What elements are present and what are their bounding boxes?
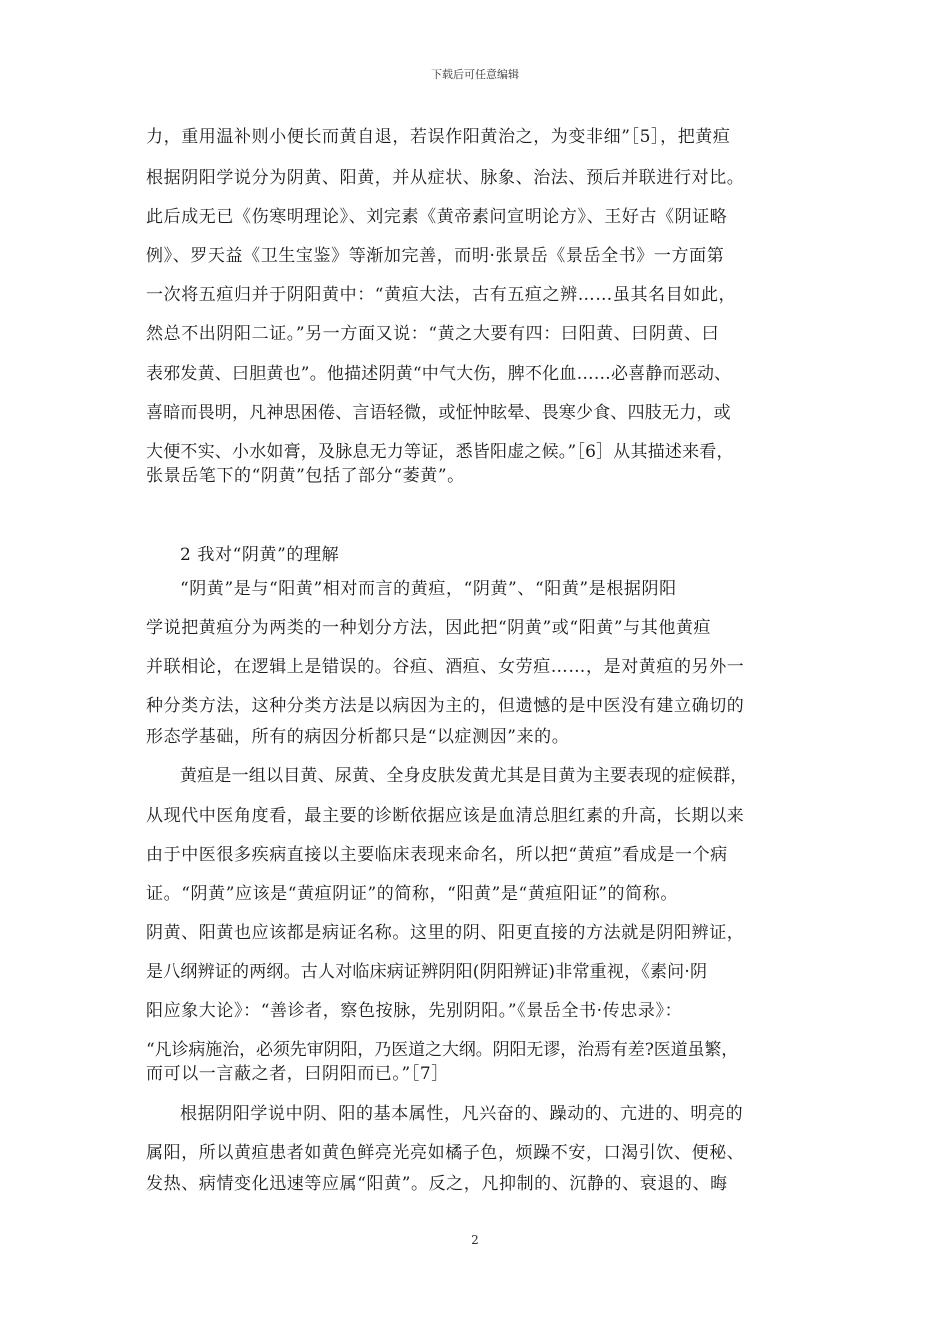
body-line: 黄疸是一组以目黄、尿黄、全身皮肤发黄尤其是目黄为主要表现的症候群， (180, 766, 748, 786)
body-line: “阴黄”是与“阳黄”相对而言的黄疸，“阴黄”、“阳黄”是根据阴阳 (180, 579, 677, 599)
body-line: 学说把黄疸分为两类的一种划分方法，因此把“阴黄”或“阳黄”与其他黄疸 (146, 618, 712, 638)
body-line: 而可以一言蔽之者，曰阴阳而已。”［7］ (146, 1064, 449, 1084)
body-line: 种分类方法，这种分类方法是以病因为主的，但遗憾的是中医没有建立确切的 (146, 696, 745, 716)
body-line: 形态学基础，所有的病因分析都只是“以症测因”来的。 (146, 727, 570, 747)
body-line: 并联相论，在逻辑上是错误的。谷疸、酒疸、女劳疸……，是对黄疸的另外一 (146, 657, 745, 677)
body-line: 属阳，所以黄疸患者如黄色鲜亮光亮如橘子色，烦躁不安，口渴引饮、便秘、 (146, 1143, 745, 1163)
section-heading: 2 我对“阴黄”的理解 (180, 545, 340, 565)
body-line: 阳应象大论》：“善诊者，察色按脉，先别阴阳。”《景岳全书·传忠录》： (146, 1001, 683, 1021)
body-line: 力，重用温补则小便长而黄自退，若误作阳黄治之，为变非细”［5］，把黄疸 (146, 127, 731, 147)
page-number: 2 (471, 1233, 479, 1247)
body-line: 此后成无已《伤寒明理论》、刘完素《黄帝素问宣明论方》、王好古《阴证略 (146, 207, 728, 227)
body-line: 根据阴阳学说中阴、阳的基本属性，凡兴奋的、躁动的、亢进的、明亮的 (180, 1104, 744, 1124)
page-header: 下载后可任意编辑 (431, 68, 519, 81)
body-line: 喜暗而畏明，凡神思困倦、言语轻微，或怔忡眩晕、畏寒少食、四肢无力，或 (146, 403, 731, 423)
body-line: 大便不实、小水如膏，及脉息无力等证，悉皆阳虚之候。”［6］从其描述来看， (146, 442, 734, 462)
body-line: 阴黄、阳黄也应该都是病证名称。这里的阴、阳更直接的方法就是阴阳辨证， (146, 923, 745, 943)
body-line: 是八纲辨证的两纲。古人对临床病证辨阴阳(阴阳辨证)非常重视，《素问·阴 (146, 962, 708, 982)
body-line: 然总不出阴阳二证。”另一方面又说：“黄之大要有四：曰阳黄、曰阴黄、曰 (146, 324, 720, 344)
body-line: 例》、罗天益《卫生宝鉴》等渐加完善，而明·张景岳《景岳全书》一方面第 (146, 246, 725, 266)
body-line: 由于中医很多疾病直接以主要临床表现来命名，所以把“黄疸”看成是一个病 (146, 845, 728, 865)
body-line: 一次将五疸归并于阴阳黄中：“黄疸大法，古有五疸之辨……虽其名目如此， (146, 285, 737, 305)
body-line: 表邪发黄、曰胆黄也”。他描述阴黄“中气大伤，脾不化血……必喜静而恶动、 (146, 364, 732, 384)
body-line: “凡诊病施治，必须先审阴阳，乃医道之大纲。阴阳无谬，治焉有差?医道虽繁， (146, 1040, 739, 1060)
body-line: 根据阴阳学说分为阴黄、阳黄，并从症状、脉象、治法、预后并联进行对比。 (146, 168, 745, 188)
body-line: 从现代中医角度看，最主要的诊断依据应该是血清总胆红素的升高，长期以来 (146, 806, 745, 826)
body-line: 张景岳笔下的“阴黄”包括了部分“萎黄”。 (146, 466, 465, 486)
body-line: 发热、病情变化迅速等应属“阳黄”。反之，凡抑制的、沉静的、衰退的、晦 (146, 1174, 728, 1194)
body-line: 证。“阴黄”应该是“黄疸阴证”的简称，“阳黄”是“黄疸阳证”的简称。 (146, 884, 678, 904)
